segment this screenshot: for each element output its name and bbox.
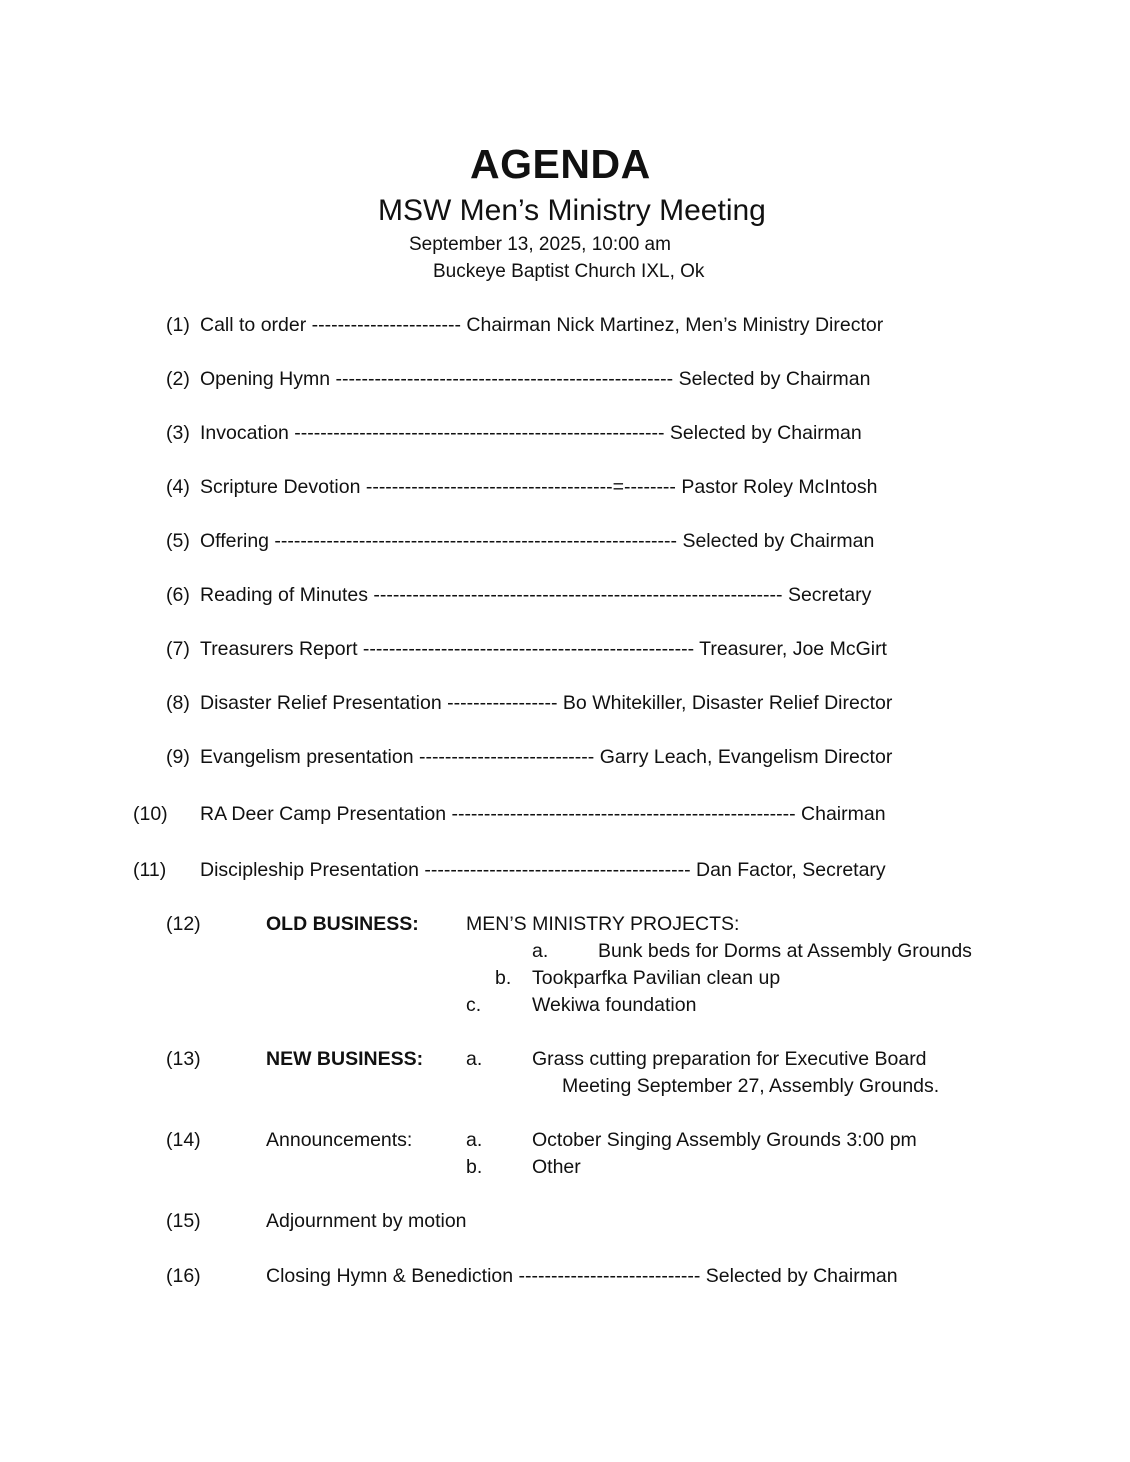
closing-text: Closing Hymn & Benediction ---------------------------- Selected by Chairman (266, 1265, 898, 1287)
old-business-subitem-text: Tookparfka Pavilian clean up (532, 967, 781, 989)
announcements-subitem-letter: b. (466, 1156, 483, 1178)
old-business-subitem-letter: c. (466, 994, 482, 1016)
agenda-item-number: (9) (166, 746, 190, 768)
agenda-item-number: (8) (166, 692, 190, 714)
agenda-item-text: Discipleship Presentation ----------------------------------------- Dan Factor, Secretary (200, 859, 886, 881)
agenda-item-number: (2) (166, 368, 190, 390)
agenda-item-number: (4) (166, 476, 190, 498)
agenda-item-number: (7) (166, 638, 190, 660)
agenda-item-text: Call to order ----------------------- Chairman Nick Martinez, Men’s Ministry Director (200, 314, 884, 336)
agenda-item-text: Disaster Relief Presentation ----------------- Bo Whitekiller, Disaster Relief Director (200, 692, 893, 714)
old-business-subitem-text: Wekiwa foundation (532, 994, 697, 1016)
announcements-subitem-letter: a. (466, 1129, 483, 1151)
agenda-item-number: (10) (133, 803, 168, 825)
announcements-subitem-text: Other (532, 1156, 581, 1178)
old-business-subitem-letter: a. (532, 940, 549, 962)
meeting-location: Buckeye Baptist Church IXL, Ok (433, 261, 705, 282)
new-business-text-line2: Meeting September 27, Assembly Grounds. (562, 1075, 940, 1097)
agenda-item-text: Evangelism presentation --------------------------- Garry Leach, Evangelism Director (200, 746, 893, 768)
adjournment-number: (15) (166, 1210, 201, 1232)
new-business-number: (13) (166, 1048, 201, 1070)
agenda-title: AGENDA (470, 141, 651, 187)
agenda-item-number: (11) (133, 859, 167, 881)
old-business-heading: MEN’S MINISTRY PROJECTS: (466, 913, 740, 935)
agenda-item-text: Invocation --------------------------------------------------------- Selected by Chairman (200, 422, 862, 444)
agenda-item-number: (5) (166, 530, 190, 552)
agenda-item-text: Offering -------------------------------------------------------------- Selected by Chairman (200, 530, 875, 552)
meeting-date-time: September 13, 2025, 10:00 am (409, 234, 671, 255)
old-business-number: (12) (166, 913, 201, 935)
announcements-subitem-text: October Singing Assembly Grounds 3:00 pm (532, 1129, 917, 1151)
agenda-item-text: Scripture Devotion --------------------------------------=-------- Pastor Roley McIntosh (200, 476, 878, 498)
meeting-subtitle: MSW Men’s Ministry Meeting (378, 194, 766, 227)
closing-number: (16) (166, 1265, 201, 1287)
agenda-item-number: (1) (166, 314, 190, 336)
announcements-number: (14) (166, 1129, 201, 1151)
old-business-label: OLD BUSINESS: (266, 913, 419, 935)
new-business-letter: a. (466, 1048, 483, 1070)
agenda-item-text: Reading of Minutes --------------------------------------------------------------- Secretary (200, 584, 872, 606)
old-business-subitem-letter: b. (495, 967, 512, 989)
agenda-item-text: Treasurers Report --------------------------------------------------- Treasurer, Joe McGirt (200, 638, 887, 660)
new-business-label: NEW BUSINESS: (266, 1048, 424, 1070)
agenda-item-text: Opening Hymn ---------------------------------------------------- Selected by Chairman (200, 368, 871, 390)
announcements-label: Announcements: (266, 1129, 413, 1151)
old-business-subitem-text: Bunk beds for Dorms at Assembly Grounds (598, 940, 972, 962)
adjournment-text: Adjournment by motion (266, 1210, 467, 1232)
agenda-item-number: (3) (166, 422, 190, 444)
agenda-item-number: (6) (166, 584, 190, 606)
agenda-item-text: RA Deer Camp Presentation ----------------------------------------------------- Chairman (200, 803, 886, 825)
new-business-text-line1: Grass cutting preparation for Executive Board (532, 1048, 927, 1070)
